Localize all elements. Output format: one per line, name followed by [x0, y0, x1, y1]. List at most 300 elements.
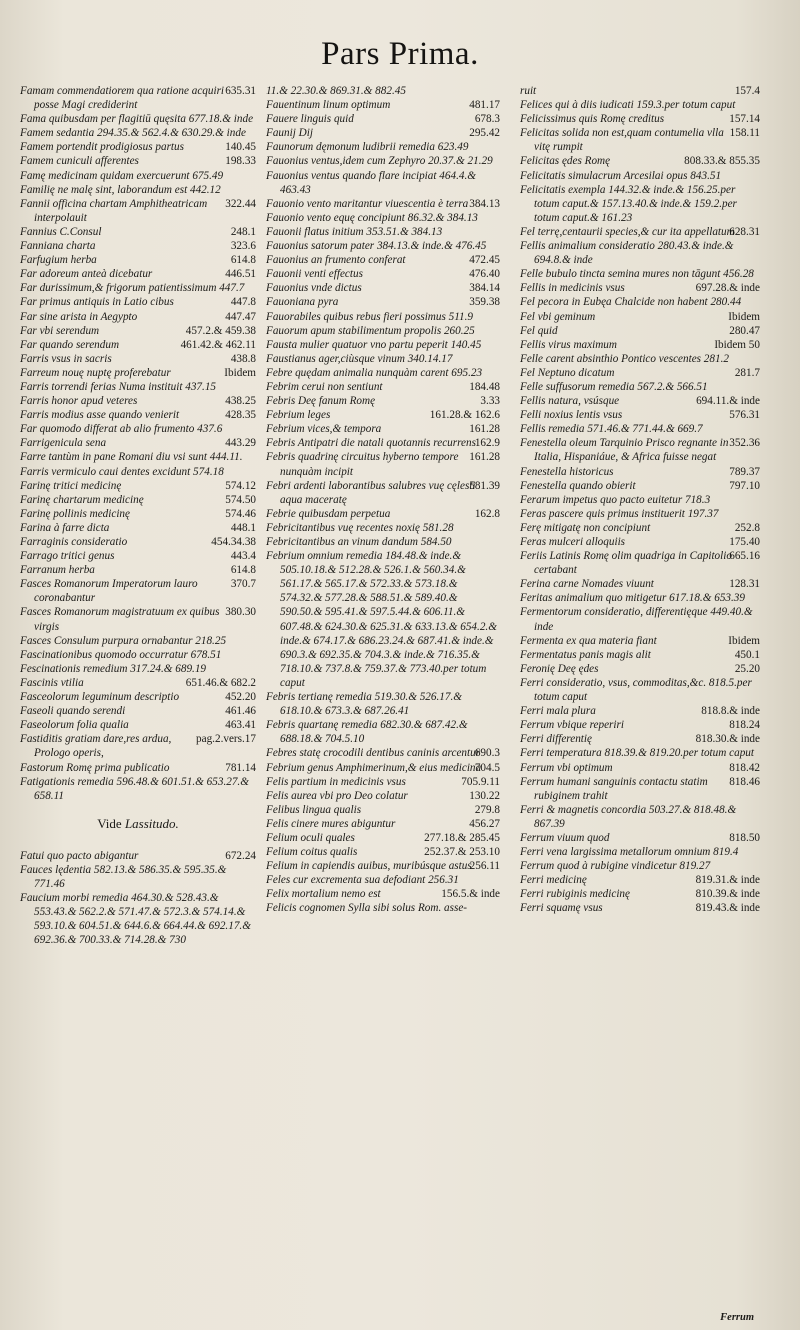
entry-text: Ferri rubiginis medicinę: [520, 888, 630, 901]
index-entry: [520, 394, 760, 408]
index-entry: [266, 845, 500, 859]
index-entry: [520, 634, 760, 648]
entry-text: Ferri differentię: [520, 733, 592, 746]
index-entry: [20, 366, 256, 380]
page-reference: 380.30: [225, 606, 256, 619]
page-reference: 665.16: [729, 550, 760, 563]
index-entry: [20, 352, 256, 366]
page-reference: 438.8: [230, 352, 256, 365]
index-entry: [266, 859, 500, 873]
index-entry: [520, 98, 760, 112]
index-entry: [266, 380, 500, 394]
index-entry: [20, 310, 256, 324]
entry-text: Febrium vices,& tempora: [266, 423, 382, 436]
entry-text: Fasces Consulum purpura ornabantur 218.25: [20, 634, 227, 647]
index-entry: [520, 436, 760, 464]
entry-text: Felium in capiendis auibus, muribúsque astus: [266, 860, 472, 873]
page-reference: 277.18.& 285.45: [424, 831, 500, 844]
entry-text: Fasces Romanorum Imperatorum lauro coronabantur: [20, 578, 198, 605]
entry-text: Fel Neptuno dicatum: [520, 366, 615, 379]
page-reference: 25.20: [734, 662, 760, 675]
index-entry: [520, 746, 760, 760]
index-entry: [266, 761, 500, 775]
index-entry: [520, 239, 760, 267]
page-reference: 808.33.& 855.35: [684, 155, 760, 168]
entry-text: Fauorum apum stabilimentum propolis 260.25: [266, 324, 475, 337]
index-entry: [20, 338, 256, 352]
index-entry: [266, 253, 500, 267]
index-entry: [266, 225, 500, 239]
index-entry: [266, 831, 500, 845]
index-entry: [20, 281, 256, 295]
page-reference: 819.43.& inde: [695, 902, 760, 915]
entry-text: Febrim cerui non sentiunt: [266, 380, 383, 393]
page-reference: 248.1: [230, 225, 256, 238]
entry-text: Familię ne malę sint, laborandum est 442.12: [20, 183, 221, 196]
entry-text: Fauonius an frumento conferat: [266, 254, 406, 267]
index-entry: [266, 324, 500, 338]
page-reference: 450.1: [734, 648, 760, 661]
index-entry: [266, 549, 500, 690]
page-reference: pag.2.vers.17: [196, 733, 256, 746]
page-reference: 797.10: [729, 479, 760, 492]
entry-text: Famem portendit prodigiosus partus: [20, 141, 184, 154]
index-entry: [520, 310, 760, 324]
index-entry: [520, 352, 760, 366]
index-entry: [266, 901, 500, 915]
index-entry: [20, 267, 256, 281]
entry-text: Farreum nouę nuptę proferebatur: [20, 366, 171, 379]
index-entry: [266, 338, 500, 352]
index-entry: [20, 863, 256, 891]
entry-text: Febricitantibus an vinum dandum 584.50: [266, 536, 452, 548]
entry-text: Far sine arista in Aegypto: [20, 310, 138, 323]
page-reference: 818.30.& inde: [695, 733, 760, 746]
entry-text: Febrium genus Amphimerinum,& eius medicina: [266, 761, 482, 774]
index-column-1: [20, 84, 256, 948]
index-entry: [266, 887, 500, 901]
entry-text: Famem cuniculi afferentes: [20, 155, 139, 168]
index-entry: [20, 295, 256, 309]
page-reference: 678.3: [474, 113, 500, 126]
page-reference: 447.8: [230, 296, 256, 309]
entry-text: Farranum herba: [20, 564, 95, 577]
index-entry: [266, 211, 500, 225]
index-entry: [266, 789, 500, 803]
index-entry: [520, 732, 760, 746]
index-entry: [520, 803, 760, 831]
entry-text: Farris modius asse quando venierit: [20, 409, 180, 422]
entry-text: Febris Antipatri die natali quotannis recurrens: [266, 437, 476, 450]
page-reference: 781.14: [225, 761, 256, 774]
index-entry: [520, 225, 760, 239]
index-entry: [20, 169, 256, 183]
index-entry: [266, 746, 500, 760]
page-reference: 161.28: [469, 451, 500, 464]
entry-text: Far adoreum anteà dicebatur: [20, 268, 153, 281]
page-reference: 472.45: [469, 254, 500, 267]
index-entry: [520, 718, 760, 732]
page-reference: 161.28: [469, 423, 500, 436]
index-column-3: [520, 84, 760, 916]
index-entry: [20, 662, 256, 676]
page-reference: 281.7: [734, 366, 760, 379]
index-entry: [520, 676, 760, 704]
page-reference: 810.39.& inde: [695, 888, 760, 901]
entry-text: Febris tertianę remedia 519.30.& 526.17.& 618.10.& 673.3.& 687.26.41: [266, 691, 462, 718]
index-entry: [520, 521, 760, 535]
entry-text: Fel pecora in Eubęa Chalcide non habent 280.44: [520, 296, 742, 309]
index-entry: [266, 366, 500, 380]
page-reference: 443.29: [225, 437, 256, 450]
index-entry: [20, 183, 256, 197]
entry-text: Fascinationibus quomodo occurratur 678.51: [20, 648, 222, 661]
index-entry: [266, 197, 500, 211]
entry-text: Felicitatis exempla 144.32.& inde.& 156.25.per totum caput.& 157.13.40.& inde.& 159.2.per totum caput.& 161.23: [520, 183, 737, 224]
entry-text: Fama quibusdam per flagitiū quęsita 677.18.& inde: [20, 113, 254, 126]
entry-text: Fauonius ventus quando flare incipiat 464.4.& 463.43: [266, 169, 476, 196]
entry-text: Felicitas ędes Romę: [520, 155, 611, 168]
catchword: Ferrum: [720, 1312, 754, 1323]
entry-text: ruit: [520, 85, 537, 97]
page-reference: 322.44: [225, 197, 256, 210]
entry-text: Felium oculi quales: [266, 831, 355, 844]
entry-text: Farris vsus in sacris: [20, 352, 112, 365]
index-entry: [520, 507, 760, 521]
entry-text: Faseolorum folia qualia: [20, 719, 129, 732]
page-reference: 384.13: [469, 197, 500, 210]
index-entry: [520, 648, 760, 662]
page-reference: 818.24: [729, 719, 760, 732]
entry-text: Fanniana charta: [20, 240, 96, 253]
page-reference: 295.42: [469, 127, 500, 140]
entry-text: Felicissimus quis Romę creditus: [520, 113, 665, 126]
index-entry: [20, 493, 256, 507]
page-reference: 651.46.& 682.2: [185, 676, 256, 689]
entry-text: Far quando serendum: [20, 338, 120, 351]
index-entry: [20, 761, 256, 775]
page-reference: 156.5.& inde: [441, 888, 500, 901]
page-reference: 161.28.& 162.6: [429, 409, 500, 422]
index-entry: [266, 126, 500, 140]
entry-text: Feles cur excrementa sua defodiant 256.31: [266, 874, 459, 887]
page-reference: 157.4: [734, 85, 760, 97]
page-reference: 454.34.38: [211, 536, 256, 548]
page-reference: 481.17: [469, 99, 500, 112]
index-entry: [20, 634, 256, 648]
index-entry: [20, 676, 256, 690]
index-entry: [20, 225, 256, 239]
entry-text: Fellis remedia 571.46.& 771.44.& 669.7: [520, 423, 703, 436]
entry-text: Fatui quo pacto abigantur: [20, 849, 139, 862]
entry-text: Farre tantùm in pane Romani diu vsi sunt 444.11.: [20, 451, 243, 464]
index-entry: [20, 704, 256, 718]
index-entry: [520, 535, 760, 549]
entry-text: Fatigationis remedia 596.48.& 601.51.& 653.27.& 658.11: [20, 775, 249, 802]
entry-text: 11.& 22.30.& 869.31.& 882.45: [266, 85, 406, 97]
page-reference: 323.6: [230, 240, 256, 253]
index-entry: [20, 732, 256, 760]
cross-reference: Vide Lassitudo.: [97, 815, 179, 831]
index-entry: [20, 239, 256, 253]
entry-text: Fannii officina chartam Amphitheatricam interpolauit: [20, 197, 208, 224]
page-reference: 157.14: [729, 113, 760, 126]
entry-text: Febri ardenti laborantibus salubres vuę cęlesti aqua maceratę: [266, 479, 476, 506]
page-reference: 452.20: [225, 691, 256, 704]
index-entry: [520, 662, 760, 676]
index-entry: [20, 394, 256, 408]
entry-text: Febrium omnium remedia 184.48.& inde.& 505.10.18.& 512.28.& 526.1.& 560.34.& 561.17.& 565.17.& 572.33.& 573.18.& 574.32.& 577.28.& 588.51.& 589.40.& 590.50.& 595.41.& 597.5.44.& 606.11.& 607.48.& 624.30.& 625.31.& 633.13.& 654.2.& inde.& 674.17.& 686.23.24.& 687.41.& inde.& 690.3.& 692.35.& 704.3.& inde.& 716.35.& 718.10.& 737.8.& 759.37.& 773.40.per totum caput: [266, 550, 497, 689]
index-entry: [520, 366, 760, 380]
entry-text: Fauorabiles quibus rebus fieri possimus 511.9: [266, 310, 473, 323]
page-reference: 818.50: [729, 831, 760, 844]
index-entry: [20, 605, 256, 633]
page-reference: 128.31: [729, 578, 760, 591]
page-reference: 614.8: [230, 564, 256, 577]
index-entry: [520, 577, 760, 591]
index-entry: [20, 718, 256, 732]
entry-text: Farfugium herba: [20, 254, 97, 267]
entry-text: Farina à farre dicta: [20, 521, 110, 534]
page-reference: 476.40: [469, 268, 500, 281]
index-entry: [20, 112, 256, 126]
index-entry: [20, 84, 256, 112]
index-column-2: [266, 84, 500, 916]
index-entry: [266, 873, 500, 887]
index-entry: [20, 563, 256, 577]
page-reference: 447.47: [225, 310, 256, 323]
page-reference: 461.46: [225, 705, 256, 718]
index-entry: [520, 183, 760, 225]
page-reference: 279.8: [474, 803, 500, 816]
entry-text: Farinę pollinis medicinę: [20, 507, 130, 520]
entry-text: Fauonius vnde dictus: [266, 282, 362, 295]
page-reference: 446.51: [225, 268, 256, 281]
index-entry: [266, 310, 500, 324]
index-entry: [20, 577, 256, 605]
entry-text: Ferri & magnetis concordia 503.27.& 818.48.& 867.39: [520, 803, 737, 830]
entry-text: Fellis in medicinis vsus: [520, 282, 625, 295]
entry-text: Fescinationis remedium 317.24.& 689.19: [20, 662, 207, 675]
entry-text: Farrigenicula sena: [20, 437, 107, 450]
entry-text: Famam commendatiorem qua ratione acquiri posse Magi crediderint: [20, 85, 225, 112]
index-entry: [20, 154, 256, 168]
page-reference: 672.24: [225, 849, 256, 862]
index-entry: [520, 380, 760, 394]
index-entry: [266, 422, 500, 436]
page-reference: 384.14: [469, 282, 500, 295]
index-entry: [520, 493, 760, 507]
entry-text: Ferri squamę vsus: [520, 902, 603, 915]
page-reference: 162.8: [474, 507, 500, 520]
index-entry: [520, 295, 760, 309]
index-entry: [20, 253, 256, 267]
index-entry: [20, 521, 256, 535]
index-entry: [20, 465, 256, 479]
index-entry: [520, 126, 760, 154]
index-entry: [520, 761, 760, 775]
entry-text: Feras pascere quis primus instituerit 197.37: [520, 507, 719, 520]
index-entry: [520, 84, 760, 98]
entry-text: Felices qui à diis iudicati 159.3.per totum caput: [520, 99, 736, 112]
page-reference: 818.46: [729, 775, 760, 788]
index-entry: [520, 775, 760, 803]
page-reference: 359.38: [469, 296, 500, 309]
entry-text: Felle bubulo tincta semina mures non tāgunt 456.28: [520, 268, 754, 281]
index-entry: [20, 324, 256, 338]
entry-text: Faucium morbi remedia 464.30.& 528.43.& 553.43.& 562.2.& 571.47.& 572.3.& 574.14.& 593.10.& 604.51.& 644.6.& 664.44.& 692.17.& 692.36.& 700.33.& 714.28.& 730: [20, 892, 251, 947]
page-reference: 370.7: [230, 578, 256, 591]
index-entry: [520, 112, 760, 126]
page-reference: 140.45: [225, 141, 256, 154]
entry-text: Far primus antiquis in Latio cibus: [20, 296, 174, 309]
index-entry: [266, 817, 500, 831]
page-reference: 130.22: [469, 789, 500, 802]
index-entry: [520, 479, 760, 493]
entry-text: Felicitatis simulacrum Arcesilai opus 843.51: [520, 169, 722, 182]
page-reference: 448.1: [230, 521, 256, 534]
index-entry: [266, 281, 500, 295]
index-entry: [266, 295, 500, 309]
page-reference: 158.11: [729, 127, 760, 140]
page-reference: 463.41: [225, 719, 256, 732]
index-entry: [520, 324, 760, 338]
page-reference: 3.33: [480, 395, 500, 408]
index-entry: [520, 859, 760, 873]
entry-text: Fenestella historicus: [520, 465, 614, 478]
entry-text: Fauonii flatus initium 353.51.& 384.13: [266, 225, 443, 238]
entry-text: Fauonio vento maritantur viuescentia è terra: [266, 197, 469, 210]
entry-text: Febris quartanę remedia 682.30.& 687.42.& 688.18.& 704.5.10: [266, 719, 468, 746]
page-reference: 576.31: [729, 409, 760, 422]
entry-text: Ferrum humani sanguinis contactu statim rubiginem trahit: [520, 775, 708, 802]
entry-text: Fasces Romanorum magistratuum ex quibus virgis: [20, 606, 220, 633]
page-reference: 198.33: [225, 155, 256, 168]
page-reference: 818.8.& inde: [701, 705, 760, 718]
entry-text: Fausta mulier quatuor vno partu peperit 140.45: [266, 338, 482, 351]
entry-text: Fastiditis gratiam dare,res ardua, Prologo operis,: [20, 733, 172, 760]
entry-text: Fauentinum linum optimum: [266, 99, 391, 112]
page-reference: 818.42: [729, 761, 760, 774]
page-reference: 574.50: [225, 493, 256, 506]
page-reference: 690.3: [474, 747, 500, 760]
page-reference: 704.5: [474, 761, 500, 774]
page-reference: 789.37: [729, 465, 760, 478]
index-entry: [266, 521, 500, 535]
entry-text: Felli noxius lentis vsus: [520, 409, 623, 422]
index-entry: [520, 338, 760, 352]
entry-text: Ferri consideratio, vsus, commoditas,&c. 818.5.per totum caput: [520, 676, 752, 704]
entry-text: Farris vermiculo caui dentes excidunt 574.18: [20, 465, 224, 478]
index-entry: [20, 507, 256, 521]
entry-text: Febre quędam animalia nunquàm carent 695.23: [266, 366, 483, 379]
index-entry: [520, 154, 760, 168]
entry-text: Fel terrę,centaurii species,& cur ita appellatum: [520, 225, 735, 238]
index-entry: [266, 98, 500, 112]
page-reference: 819.31.& inde: [695, 874, 760, 887]
entry-text: Febres statę crocodili dentibus caninis arcentur: [266, 747, 481, 760]
entry-text: Fauoniana pyra: [266, 296, 339, 309]
entry-text: Felicitas solida non est,quam contumelia vlla vitę rumpit: [520, 127, 724, 154]
index-entry: [20, 450, 256, 464]
entry-text: Fellis animalium consideratio 280.43.& inde.& 694.8.& inde: [520, 240, 734, 267]
index-entry: [520, 465, 760, 479]
page-reference: 252.8: [734, 521, 760, 534]
entry-text: Farinę chartarum medicinę: [20, 493, 144, 506]
page-reference: 635.31: [225, 85, 256, 97]
entry-text: Felis partium in medicinis vsus: [266, 775, 406, 788]
index-entry: [520, 408, 760, 422]
page-reference: 184.48: [469, 380, 500, 393]
page-reference: 705.9.11: [461, 775, 500, 788]
index-entry: [266, 394, 500, 408]
entry-text: Fasceolorum leguminum descriptio: [20, 691, 180, 704]
entry-text: Ferę mitigatę non concipiunt: [520, 521, 651, 534]
entry-text: Fannius C.Consul: [20, 225, 102, 238]
page-reference: 461.42.& 462.11: [180, 338, 256, 351]
page-reference: Ibidem 50: [714, 338, 760, 351]
entry-text: Fel quid: [520, 324, 558, 337]
entry-text: Faunij Dij: [266, 127, 313, 140]
index-entry: [520, 549, 760, 577]
page-reference: Ibidem: [224, 366, 256, 379]
page-reference: 574.12: [225, 479, 256, 492]
entry-text: Febris quadrinę circuitus hyberno tempore nunquàm incipit: [266, 451, 459, 478]
entry-text: Ferarum impetus quo pacto euitetur 718.3: [520, 493, 711, 506]
index-entry: [520, 901, 760, 915]
entry-text: Feritas animalium quo mitigetur 617.18.& 653.39: [520, 592, 745, 605]
entry-text: Famę medicinam quidam exercuerunt 675.49: [20, 169, 224, 182]
entry-text: Farris torrendi ferias Numa instituit 437.15: [20, 380, 217, 393]
index-entry: [20, 648, 256, 662]
entry-text: Famem sedantia 294.35.& 562.4.& 630.29.& inde: [20, 127, 246, 140]
index-entry: [266, 436, 500, 450]
entry-text: Felle carent absinthio Pontico vescentes 281.2: [520, 352, 729, 365]
index-entry: [20, 408, 256, 422]
index-entry: [520, 831, 760, 845]
page-reference: 457.2.& 459.38: [185, 324, 256, 337]
index-entry: [266, 507, 500, 521]
entry-text: Fascinis vtilia: [20, 676, 84, 689]
entry-text: Ferrum viuum quod: [520, 831, 610, 844]
entry-text: Farraginis consideratio: [20, 536, 128, 548]
page-reference: 443.4: [230, 550, 256, 563]
page-reference: 175.40: [729, 536, 760, 548]
index-entry: [20, 126, 256, 140]
index-entry: [520, 591, 760, 605]
index-entry: [520, 281, 760, 295]
entry-text: Fauonii venti effectus: [266, 268, 363, 281]
page-reference: 581.39: [469, 479, 500, 492]
index-entry: [20, 479, 256, 493]
entry-text: Fel vbi geminum: [520, 310, 596, 323]
entry-text: Fenestella oleum Tarquinio Prisco regnante in Italia, Hispaniáue, & Africa fuisse negat: [520, 437, 729, 464]
entry-text: Fauere linguis quid: [266, 113, 354, 126]
entry-text: Far vbi serendum: [20, 324, 100, 337]
entry-text: Felicis cognomen Sylla sibi solus Rom. asse-: [266, 902, 468, 915]
index-entry: [266, 690, 500, 718]
index-entry: [266, 169, 500, 197]
page-reference: Ibidem: [728, 634, 760, 647]
index-entry: [266, 239, 500, 253]
entry-text: Far quomodo differat ab alio frumento 437.6: [20, 423, 223, 436]
page-reference: 352.36: [729, 437, 760, 450]
entry-text: Feras mulceri alloquiis: [520, 536, 626, 548]
page-reference: 574.46: [225, 507, 256, 520]
index-entry: [520, 605, 760, 633]
index-entry: [266, 408, 500, 422]
entry-text: Ferri mala plura: [520, 705, 596, 718]
